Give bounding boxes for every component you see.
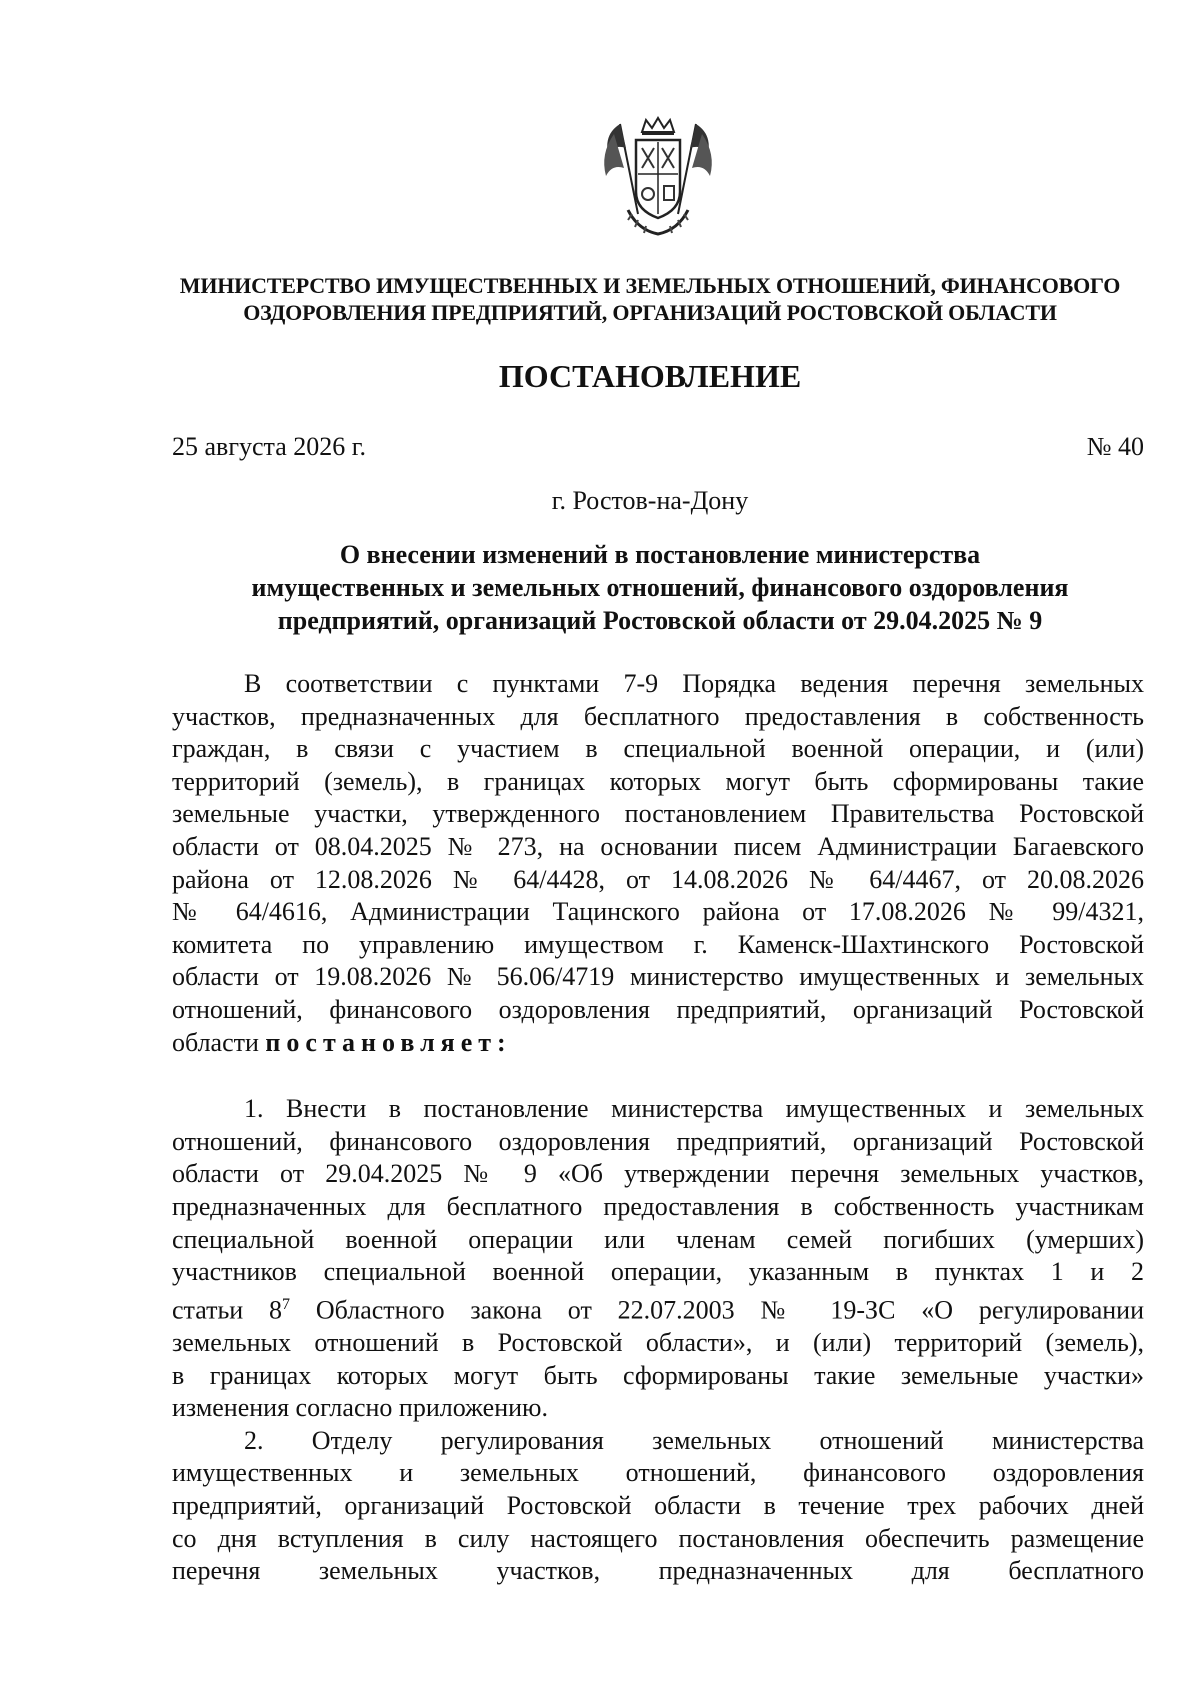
preamble-line: территорий (земель), в границах которых могут быть сформированы такие	[172, 766, 1144, 796]
item-2-line: имущественных и земельных отношений, финансового оздоровления	[172, 1458, 1144, 1488]
preamble-paragraph	[172, 668, 1144, 1059]
document-number: № 40	[1086, 432, 1144, 461]
item-1-line: отношений, финансового оздоровления предприятий, организаций Ростовской	[172, 1126, 1144, 1156]
preamble-line: участков, предназначенных для бесплатного предоставления в собственность	[172, 701, 1144, 731]
item-1-line: в границах которых могут быть сформированы такие земельные участки»	[172, 1360, 1144, 1390]
document-body	[172, 668, 1144, 1588]
paragraph-gap	[172, 1059, 1144, 1093]
preamble-line: В соответствии с пунктами 7-9 Порядка ведения перечня земельных	[244, 669, 1144, 698]
document-city: г. Ростов-на-Дону	[551, 486, 749, 515]
article-prefix: статьи 8	[172, 1295, 283, 1325]
document-title	[120, 538, 1200, 637]
item-1-line: области от 29.04.2025 № 9 «Об утверждении перечня земельных участков,	[172, 1159, 1144, 1189]
item-2-paragraph	[172, 1425, 1144, 1588]
preamble-line: района от 12.08.2026 № 64/4428, от 14.08.2026 № 64/4467, от 20.08.2026	[172, 864, 1144, 894]
item-1-line: 1. Внести в постановление министерства имущественных и земельных	[244, 1094, 1144, 1124]
preamble-line: отношений, финансового оздоровления предприятий, организаций Ростовской	[172, 994, 1144, 1024]
title-line-3: предприятий, организаций Ростовской области от 29.04.2025 № 9	[277, 606, 1043, 635]
document-type-heading: ПОСТАНОВЛЕНИЕ	[498, 358, 802, 394]
preamble-line: граждан, в связи с участием в специальной военной операции, и (или)	[172, 734, 1144, 764]
item-2-line: 2. Отделу регулирования земельных отношений министерства	[244, 1425, 1144, 1455]
rostov-oblast-coat-of-arms-icon	[598, 114, 718, 238]
ministry-line-1: МИНИСТЕРСТВО ИМУЩЕСТВЕННЫХ И ЗЕМЕЛЬНЫХ ОТНОШЕНИЙ, ФИНАНСОВОГО	[179, 273, 1121, 298]
item-2-line: со дня вступления в силу настоящего постановления обеспечить размещение	[172, 1523, 1144, 1553]
item-1-line: земельных отношений в Ростовской области», и (или) территорий (земель),	[172, 1327, 1144, 1357]
item-1-line: специальной военной операции или членам семей погибших (умерших)	[172, 1224, 1144, 1254]
item-1-last-line: изменения согласно приложению.	[172, 1393, 548, 1423]
item-1-line: участников специальной военной операции, указанным в пунктах 1 и 2	[172, 1257, 1144, 1287]
preamble-line: области от 19.08.2026 № 56.06/4719 министерство имущественных и земельных	[172, 962, 1144, 992]
preamble-last-line	[172, 1027, 1144, 1060]
item-1-paragraph	[172, 1093, 1144, 1425]
title-line-1: О внесении изменений в постановление министерства	[339, 540, 981, 569]
item-2-line: перечня земельных участков, предназначенных для бесплатного	[172, 1556, 1144, 1586]
preamble-line: области от 08.04.2025 № 273, на основании писем Администрации Багаевского	[172, 831, 1144, 861]
article-superscript: 7	[282, 1295, 291, 1313]
ministry-name	[120, 272, 1180, 326]
item-1-article-line	[172, 1289, 1144, 1327]
article-rest: Областного закона от 22.07.2003 № 19-ЗС «О регулировании	[290, 1295, 1144, 1325]
preamble-last-prefix: области	[172, 1027, 259, 1057]
preamble-line: № 64/4616, Администрации Тацинского района от 17.08.2026 № 99/4321,	[172, 897, 1144, 927]
title-line-2: имущественных и земельных отношений, финансового оздоровления	[251, 573, 1069, 602]
preamble-line: комитета по управлению имуществом г. Каменск-Шахтинского Ростовской	[172, 929, 1144, 959]
preamble-line: земельные участки, утвержденного постановлением Правительства Ростовской	[172, 799, 1144, 829]
ministry-line-2: ОЗДОРОВЛЕНИЯ ПРЕДПРИЯТИЙ, ОРГАНИЗАЦИЙ РОСТОВСКОЙ ОБЛАСТИ	[243, 300, 1057, 325]
item-1-line: предназначенных для бесплатного предоставления в собственность участникам	[172, 1191, 1144, 1221]
resolves-keyword: постановляет:	[265, 1027, 512, 1057]
document-date: 25 августа 2026 г.	[172, 432, 366, 461]
item-2-line: предприятий, организаций Ростовской области в течение трех рабочих дней	[172, 1490, 1144, 1520]
